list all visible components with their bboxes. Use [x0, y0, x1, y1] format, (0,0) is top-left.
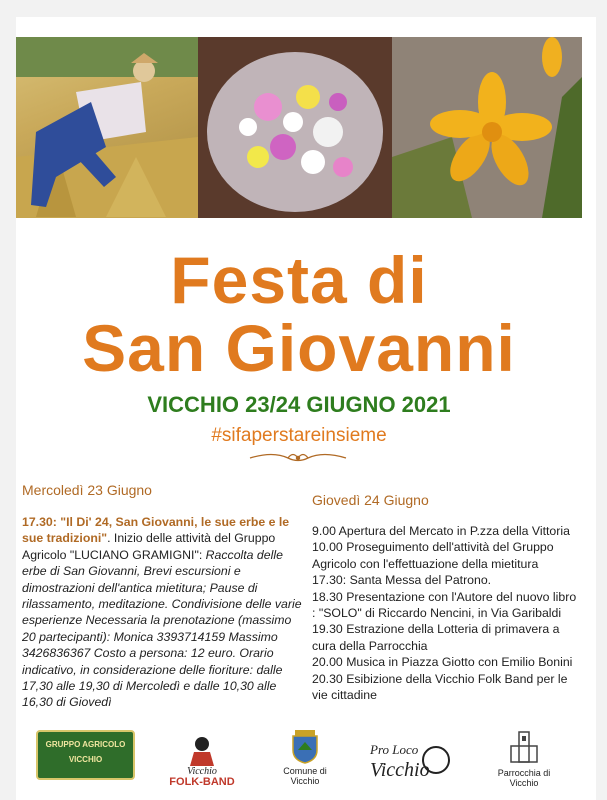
folk-band-logo: [154, 732, 250, 788]
thursday-program: [312, 523, 580, 703]
gruppo-logo-subtext: VICCHIO: [68, 755, 103, 764]
title-line-1: Festa di: [170, 243, 428, 317]
pro-loco-logo-top: Pro Loco: [370, 742, 419, 757]
title-line-2: San Giovanni: [82, 311, 516, 385]
event-subtitle: VICCHIO 23/24 GIUGNO 2021: [147, 392, 451, 417]
program-item: 19.30 Estrazione della Lotteria di primavera a cura della Parrocchia: [312, 622, 560, 653]
left-day-heading: Mercoledì 23 Giugno: [22, 482, 152, 498]
sponsor-logos: [16, 730, 582, 792]
right-day-heading: Giovedì 24 Giugno: [312, 492, 429, 508]
event-time: 17.30:: [22, 515, 61, 529]
program-item: 17.30: Santa Messa del Patrono.: [312, 573, 492, 588]
poster: [16, 17, 596, 800]
coat-of-arms-icon: [290, 730, 320, 764]
photo-strip: [16, 37, 582, 218]
wednesday-event: [22, 514, 306, 711]
comune-logo-text: Comune di Vicchio: [283, 766, 327, 786]
flowers-bowl-photo: [198, 37, 392, 218]
harvest-photo: [16, 37, 198, 218]
parrocchia-logo-text: Parrocchia di Vicchio: [497, 768, 551, 788]
wednesday-program: [22, 514, 306, 711]
program-item: 20.00 Musica in Piazza Giotto con Emilio Bonini: [312, 655, 573, 670]
program-item: 9.00 Apertura del Mercato in P.zza della Vittoria: [312, 524, 570, 538]
church-icon: [509, 730, 539, 766]
comune-vicchio-logo: [278, 730, 332, 792]
gruppo-agricolo-logo: [36, 730, 135, 780]
event-text: . Inizio delle attività del Gruppo Agricolo "LUCIANO GRAMIGNI":: [22, 531, 276, 562]
hashtag: #sifaperstareinsieme: [211, 425, 387, 446]
folk-band-logo-text: FOLK-BAND: [169, 776, 235, 788]
st-johns-wort-photo: [392, 37, 582, 218]
program-item: 10.00 Proseguimento dell'attività del Gruppo Agricolo con l'effettuazione della mietitura: [312, 540, 554, 571]
parrocchia-logo: [494, 730, 554, 792]
pro-loco-logo: [366, 736, 456, 786]
event-title: "Il Di' 24, San Giovanni, le sue erbe e le sue tradizioni": [22, 515, 290, 546]
folk-band-logo-top: Vicchio: [187, 766, 217, 777]
gruppo-logo-text: GRUPPO AGRICOLO: [45, 740, 126, 749]
program-item: 18.30 Presentazione con l'Autore del nuovo libro : "SOLO" di Riccardo Nencini, in Via Garibaldi: [312, 589, 577, 621]
program-item: 20.30 Esibizione della Vicchio Folk Band per le vie cittadine: [312, 671, 568, 703]
event-details: Raccolta delle erbe di San Giovanni, Brevi escursioni e dimostrazioni dell'antica mietitura; Pause di rilassamento, meditazione. Condivisione delle varie esperienze Necessaria la prenotazione (massimo 20 partecipanti): Monica 3393714159 Massimo 3426836367 Costo a persona: 12 euro. Orario indicativo, in considerazione delle fioriture: dalle 17,30 alle 19,30 di Mercoledì e dalle 10,30 alle 16,30 di Giovedì: [22, 547, 302, 710]
ornament-divider: [248, 449, 348, 467]
pro-loco-logo-text: Vicchio: [370, 759, 430, 781]
